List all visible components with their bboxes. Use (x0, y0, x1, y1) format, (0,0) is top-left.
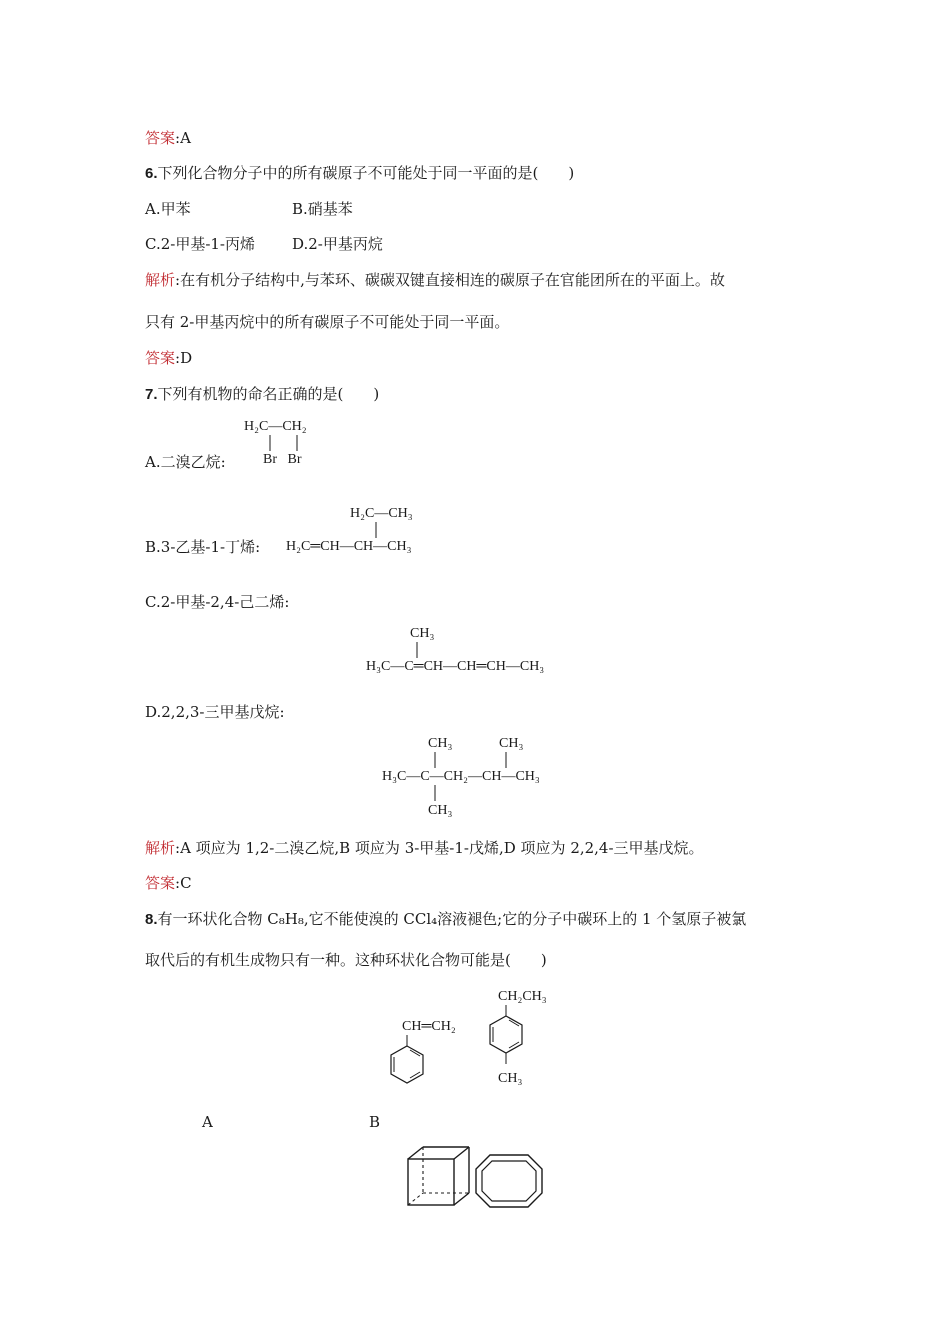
formula-d-bottom: CH₃ (428, 803, 453, 818)
q7-stem (145, 384, 379, 405)
q8-stem-line2: 取代后的有机生成物只有一种。这种环状化合物可能是( ) (145, 951, 547, 969)
question-text: 下列化合物分子中的所有碳原子不可能处于同一平面的是( ) (157, 164, 575, 182)
q6-option-d: D.2-甲基丙烷 (292, 235, 383, 253)
structure-b-ethyltoluene (480, 982, 580, 1092)
q7-option-d: D.2,2,3-三甲基戊烷: (145, 703, 285, 721)
q7-answer (145, 873, 192, 893)
q7-analysis (145, 838, 704, 858)
answer-value: :A (175, 129, 191, 147)
q8-stem-line1 (145, 909, 746, 930)
q6-stem (145, 163, 574, 184)
q7-option-c: C.2-甲基-2,4-己二烯: (145, 593, 290, 611)
question-text: 有一环状化合物 C₈H₈,它不能使溴的 CCl₄溶液褪色;它的分子中碳环上的 1 个氢原子被氯 (157, 910, 747, 928)
analysis-label: 解析 (145, 839, 176, 857)
formula-a (240, 414, 330, 468)
formula-d-top2: CH₃ (499, 736, 524, 751)
answer-label: 答案 (145, 874, 176, 892)
option-a-label: A (202, 1113, 213, 1131)
answer-value: :C (175, 874, 192, 892)
q6-option-a: A.甲苯 (145, 200, 191, 218)
q6-option-c: C.2-甲基-1-丙烯 (145, 235, 256, 253)
structure-a-styrene (384, 1010, 484, 1088)
formula-c-main: H₃C—C═CH—CH═CH—CH₃ (366, 659, 545, 674)
analysis-label: 解析 (145, 271, 176, 289)
q6-option-b: B.硝基苯 (292, 200, 353, 218)
answer-value: :D (175, 349, 193, 367)
formula-a-bottom: Br Br (263, 452, 302, 467)
q6-analysis-line2: 只有 2-甲基丙烷中的所有碳原子不可能处于同一平面。 (145, 313, 510, 331)
structure-c-cubane (404, 1144, 474, 1210)
question-number: 6. (145, 165, 158, 182)
formula-b-top: H₂C—CH₃ (350, 506, 413, 521)
question-number: 7. (145, 386, 158, 403)
formula-d (380, 730, 580, 820)
structure-a-label: CH═CH₂ (402, 1019, 456, 1034)
q7-option-b: B.3-乙基-1-丁烯: (145, 538, 261, 556)
q7-option-a: A.二溴乙烷: (145, 453, 226, 471)
option-b-label: B (369, 1113, 381, 1131)
q5-answer (145, 128, 191, 148)
answer-label: 答案 (145, 129, 176, 147)
structure-d-cyclooctatetraene (472, 1152, 546, 1212)
q6-analysis-line1 (145, 270, 725, 290)
q6-answer (145, 348, 192, 368)
formula-c-top: CH₃ (410, 626, 435, 641)
structure-b-top: CH₂CH₃ (498, 989, 547, 1004)
analysis-text: :在有机分子结构中,与苯环、碳碳双键直接相连的碳原子在官能团所在的平面上。故 (175, 271, 725, 289)
formula-c (364, 620, 594, 676)
formula-b-main: H₂C═CH—CH—CH₃ (286, 539, 412, 554)
structure-b-bottom: CH₃ (498, 1071, 523, 1086)
formula-b (284, 500, 454, 556)
answer-label: 答案 (145, 349, 176, 367)
question-number: 8. (145, 911, 158, 928)
formula-d-main: H₃C—C—CH₂—CH—CH₃ (382, 769, 540, 784)
formula-d-top1: CH₃ (428, 736, 453, 751)
analysis-text: :A 项应为 1,2-二溴乙烷,B 项应为 3-甲基-1-戊烯,D 项应为 2,2,4-三甲基戊烷。 (175, 839, 704, 857)
formula-a-top: H₂C—CH₂ (244, 419, 307, 434)
question-text: 下列有机物的命名正确的是( ) (157, 385, 380, 403)
